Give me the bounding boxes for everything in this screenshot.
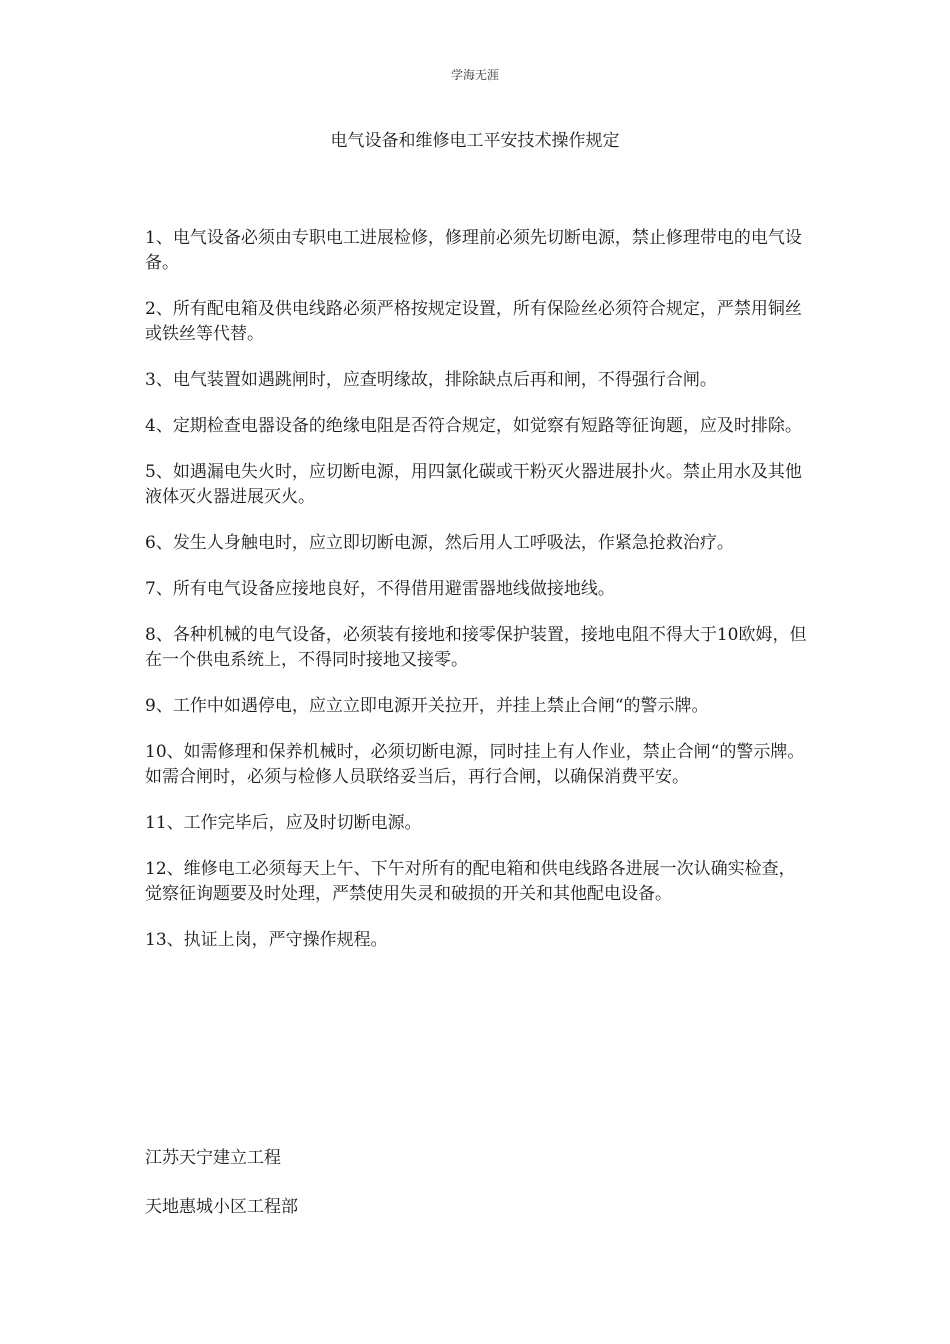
regulation-item-7: 7、所有电气设备应接地良好，不得借用避雷器地线做接地线。	[145, 579, 615, 599]
department-name: 天地惠城小区工程部	[145, 1197, 298, 1217]
regulation-list	[145, 226, 810, 974]
regulation-item-8: 8、各种机械的电气设备，必须装有接地和接零保护装置，接地电阻不得大于10欧姆，但在一个供电系统上，不得同时接地又接零。	[145, 625, 807, 670]
regulation-item-2: 2、所有配电箱及供电线路必须严格按规定设置，所有保险丝必须符合规定，严禁用铜丝或铁丝等代替。	[145, 299, 802, 344]
regulation-item-11: 11、工作完毕后，应及时切断电源。	[145, 813, 422, 833]
regulation-item-4: 4、定期检查电器设备的绝缘电阻是否符合规定，如觉察有短路等征询题，应及时排除。	[145, 416, 802, 436]
regulation-item-10: 10、如需修理和保养机械时，必须切断电源，同时挂上有人作业，禁止合闸“的警示牌。如需合闸时，必须与检修人员联络妥当后，再行合闸，以确保消费平安。	[145, 742, 805, 787]
page-header: 学海无涯	[450, 68, 499, 82]
regulation-item-13: 13、执证上岗，严守操作规程。	[145, 930, 388, 950]
regulation-item-3: 3、电气装置如遇跳闸时，应查明缘故，排除缺点后再和闸，不得强行合闸。	[145, 370, 717, 390]
regulation-item-5: 5、如遇漏电失火时，应切断电源，用四氯化碳或干粉灭火器进展扑火。禁止用水及其他液体灭火器进展灭火。	[145, 462, 802, 507]
regulation-item-12: 12、维修电工必须每天上午、下午对所有的配电箱和供电线路各进展一次认确实检查，觉察征询题要及时处理，严禁使用失灵和破损的开关和其他配电设备。	[145, 859, 796, 904]
regulation-item-1: 1、电气设备必须由专职电工进展检修，修理前必须先切断电源，禁止修理带电的电气设备。	[145, 228, 802, 273]
document-title: 电气设备和维修电工平安技术操作规定	[330, 131, 620, 151]
regulation-item-6: 6、发生人身触电时，应立即切断电源，然后用人工呼吸法，作紧急抢救治疗。	[145, 533, 734, 553]
company-name: 江苏天宁建立工程	[145, 1148, 281, 1168]
regulation-item-9: 9、工作中如遇停电，应立立即电源开关拉开，并挂上禁止合闸“的警示牌。	[145, 696, 709, 716]
